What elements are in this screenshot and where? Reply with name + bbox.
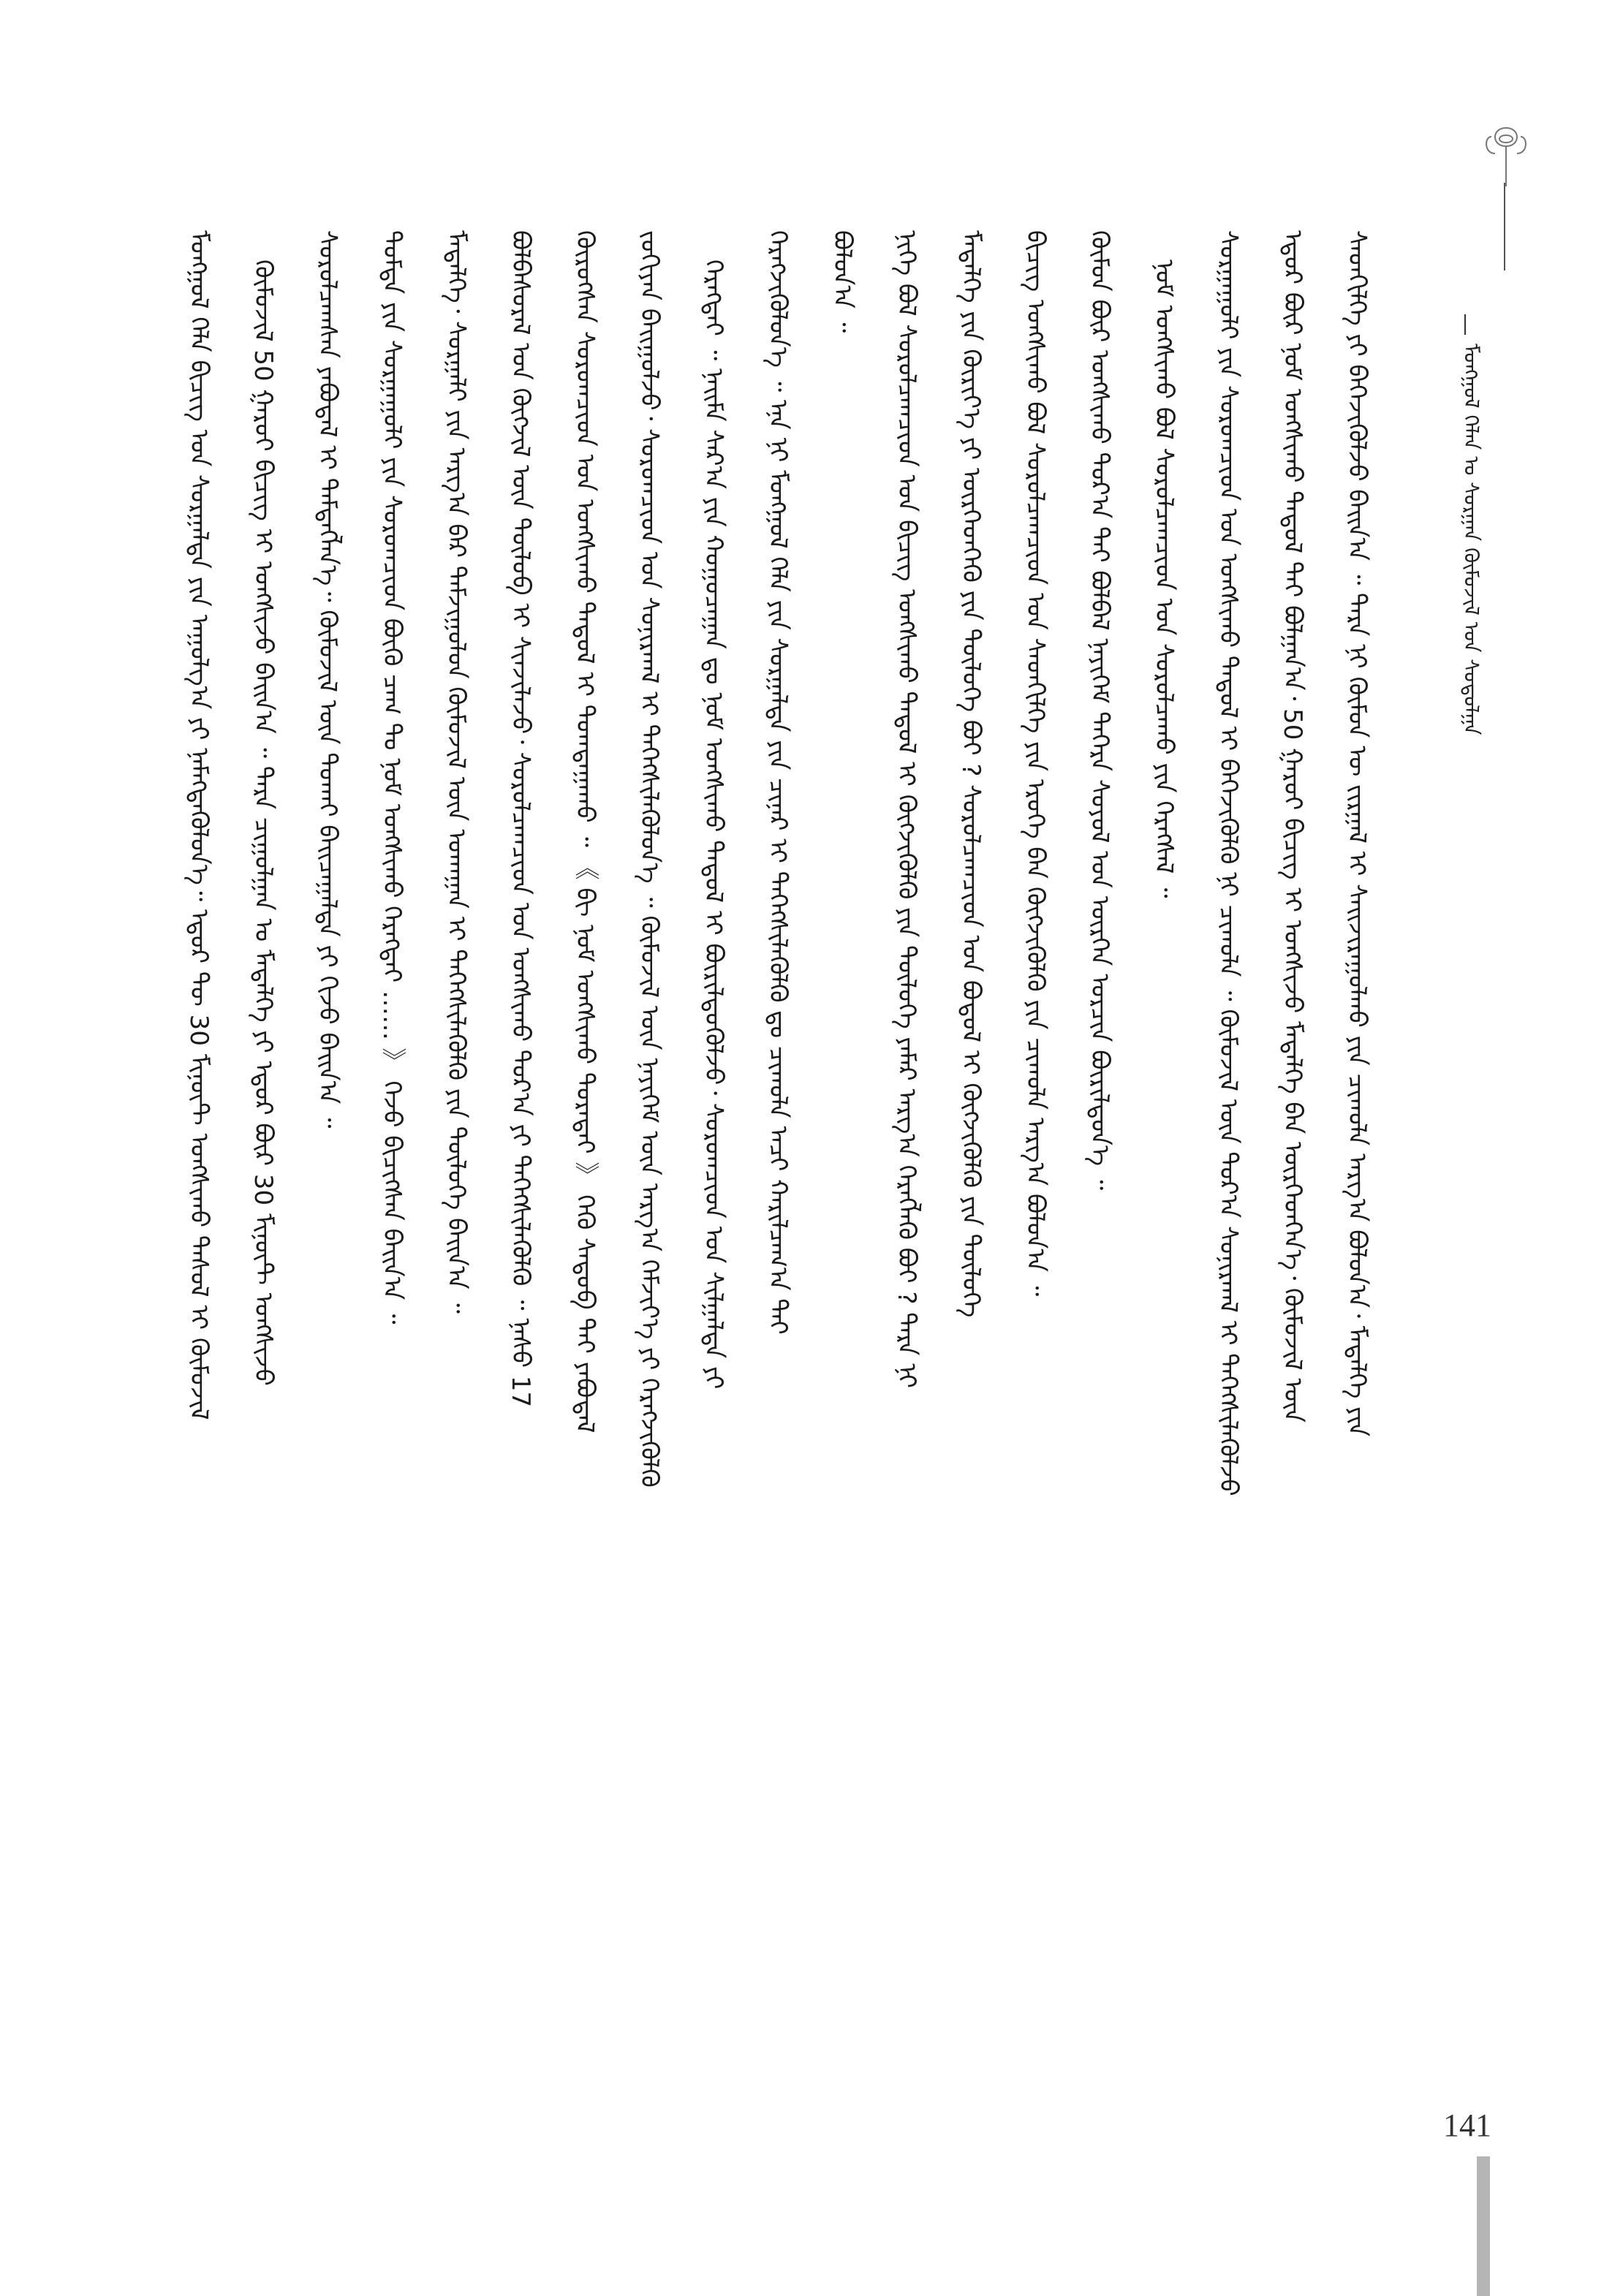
- text-column: ᠮᠡᠳᠡᠯᠭᠡ ᠶᠢᠨ ᠬᠦᠷᠢᠶ᠎ᠡ ᠶᠢ ᠥᠷᠭᠡᠳᠬᠡᠬᠦ ᠶᠢᠨ ᠲᠥᠯᠥᠭᠡ ᠪᠤᠢ ? ᠰᠤᠷᠤᠯᠴᠠᠭᠴᠢᠳ ᠤᠨ ᠪᠣᠳᠤᠯ ᠢ ᠬᠥᠭᠵᠢᠭᠦᠯᠬᠦ ᠶᠢᠨ ᠲᠥᠯᠥᠭᠡ: [956, 230, 985, 1318]
- text-column: ᠨᠢᠭᠡ ᠪᠣᠯ ᠰᠤᠷᠤᠯᠴᠠᠭᠴᠢᠳ ᠤᠨ ᠪᠢᠴᠢᠭ ᠤᠩᠰᠢᠬᠤ ᠳᠠᠳᠤᠯ ᠢ ᠬᠥᠭᠵᠢᠭᠦᠯᠬᠦ ᠶᠢᠨ ᠲᠥᠯᠥᠭᠡ ᠶᠠᠮᠠᠷ ᠠᠷᠭ᠎ᠠ ᠬᠡᠷᠡᠭᠯᠡᠬᠦ ᠪᠤᠢ ? ᠲᠡᠷᠡ ᠨᠢ: [892, 230, 921, 1389]
- text-column: ᠮᠡᠳᠡᠯᠭᠡ᠂ ᠰᠤᠷᠭᠠᠯᠢ ᠶᠢᠨ ᠠᠷᠭ᠎ᠠ ᠪᠠᠷ ᠳᠠᠮᠵᠢᠭᠤᠯᠤᠨ ᠬᠦᠮᠦᠵᠢᠯ ᠦᠨ ᠤᠬᠠᠭᠠᠨ ᠢ ᠳᠡᠭᠡᠭᠰᠢᠯᠡᠭᠦᠯᠬᠦ ᠶᠢᠨ ᠲᠥᠯᠥᠭᠡ ᠪᠠᠢᠨ᠎ᠠ ᠃: [442, 230, 471, 1314]
- text-column: ᠪᠤᠯᠪᠠᠰᠤᠷᠠᠯ ᠤᠨ ᠬᠥᠭᠵᠢᠯ ᠦᠨ ᠲᠥᠯᠥᠪ ᠢ ᠰᠢᠨᠵᠢᠯᠡᠵᠦ᠂ ᠰᠤᠷᠤᠯᠴᠠᠭᠴᠢᠳ ᠤᠨ ᠤᠩᠰᠢᠬᠤ ᠳᠤᠷ᠎ᠠ ᠶᠢ ᠳᠡᠭᠡᠭᠰᠢᠯᠡᠭᠦᠯᠬᠦ ᠃ ᠨᠠᠰᠤ 17: [506, 230, 535, 1408]
- text-column: ᠬᠦᠮᠦᠨ ᠪᠦᠷ ᠤᠩᠰᠢᠬᠤ ᠳᠤᠷ᠎ᠠ ᠲᠠᠢ ᠪᠣᠯᠪᠠᠯ ᠨᠡᠶᠢᠭᠡᠮ ᠳᠡᠭᠡᠷᠡ ᠰᠣᠶᠣᠯ ᠤᠨ ᠥᠷᠭᠡᠨ ᠤᠷᠴᠢᠨ ᠪᠦᠷᠢᠯᠳᠦᠨ᠎ᠡ ᠃: [1085, 230, 1114, 1191]
- text-column: ᠬᠦᠮᠦᠵᠢᠯ 50 ᠭᠠᠷᠤᠢ ᠪᠢᠴᠢᠭ ᠢ ᠤᠩᠰᠢᠵᠤ ᠪᠠᠢᠨ᠎ᠠ ᠃ ᠲᠡᠷᠡ ᠴᠢᠭᠤᠯᠭᠠᠨ ᠤ ᠮᠡᠳᠡᠯᠭᠡ ᠶᠢ ᠡᠳᠦᠷ ᠪᠦᠷ 30 ᠮᠢᠨᠦ᠋ᠲ ᠤᠩᠰᠢᠵᠤ: [249, 259, 278, 1386]
- running-header: ᠮᠣᠩᠭᠣᠯ ᠬᠡᠯᠡᠨ ᠤ ᠰᠤᠷᠭᠠᠨ ᠬᠦᠮᠦᠵᠢᠯ ᠤᠨ ᠰᠤᠳᠤᠯᠭᠠ: [1459, 344, 1483, 735]
- text-column: ᠪᠣᠯᠣᠨ᠎ᠠ ᠃: [828, 230, 857, 333]
- header-dash: [1464, 314, 1466, 335]
- page-edge-tab: [1477, 2156, 1490, 2296]
- text-column: ᠪᠢᠴᠢᠭ ᠤᠩᠰᠢᠬᠤ ᠪᠣᠯ ᠰᠤᠷᠤᠯᠴᠠᠭᠴᠢᠳ ᠤᠨ ᠰᠡᠳᠬᠢᠯᠭᠡ ᠶᠢᠨ ᠡᠷᠦᠬᠡ ᠪᠡᠨ ᠬᠥᠭᠵᠢᠭᠦᠯᠬᠦ ᠶᠢᠨ ᠴᠢᠬᠤᠯᠠ ᠠᠷᠭ᠎ᠠ ᠪᠣᠯᠤᠨ᠎ᠠ ᠃: [1021, 230, 1050, 1297]
- text-column: ᠰᠡᠳᠬᠢᠯᠭᠡ ᠶᠢ ᠪᠡᠬᠡᠵᠢᠭᠦᠯᠵᠦ ᠪᠠᠢᠨ᠎ᠠ ᠃ ᠲᠡᠷᠡ ᠨᠢ ᠬᠦᠮᠦᠨ ᠦ ᠵᠢᠷᠭᠠᠯ ᠢ ᠰᠠᠢᠵᠢᠷᠠᠭᠤᠯᠬᠤ ᠶᠢᠨ ᠴᠢᠬᠤᠯᠠ ᠠᠷᠭ᠎ᠠ ᠪᠣᠯᠤᠨ᠎ᠠ᠂ ᠮᠡᠳᠡᠯᠭᠡ ᠶᠢᠨ: [1342, 230, 1372, 1437]
- text-column: ᠬᠡᠷᠡᠭᠲᠡᠢ ᠃ ᠨᠠᠢᠮᠠ ᠰᠠᠷ᠎ᠠ ᠶᠢᠨ ᠬᠤᠭᠤᠴᠠᠭᠠᠨ ᠳᠤ ᠨᠣᠮ ᠤᠩᠰᠢᠬᠤ ᠳᠠᠳᠤᠯ ᠢ ᠪᠦᠷᠢᠯᠳᠦᠭᠦᠯᠵᠦ᠂ ᠰᠤᠷᠤᠭᠴᠢᠳ ᠤᠨ ᠰᠢᠯᠭᠠᠯᠲᠠ ᠶᠢ: [699, 259, 728, 1390]
- text-column: ᠬᠦᠷᠦᠭᠰᠡᠨ ᠰᠤᠷᠤᠭᠴᠢᠳ ᠤᠨ ᠤᠩᠰᠢᠬᠤ ᠳᠠᠳᠤᠯ ᠢ ᠲᠤᠭᠲᠠᠭᠠᠬᠤ ᠃ 《 ᠪᠢ ᠨᠣᠮ ᠤᠩᠰᠢᠬᠤ ᠳᠤᠷᠠᠲᠠᠢ 》 ᠭᠡᠬᠦ ᠰᠡᠳᠦᠪ ᠲᠡᠢ ᠶᠠᠪᠤᠳᠠᠯ: [570, 230, 599, 1433]
- text-column: ᠵᠣᠬᠢᠶᠠᠨ ᠪᠠᠢᠭᠤᠯᠵᠤ᠂ ᠰᠤᠷᠤᠭᠴᠢᠳ ᠤᠨ ᠰᠤᠨᠢᠷᠬᠠᠯ ᠢ ᠳᠡᠭᠡᠭᠰᠢᠯᠡᠭᠦᠯᠦᠨ᠎ᠡ ᠃ ᠬᠦᠮᠦᠵᠢᠯ ᠦᠨ ᠨᠡᠶᠢᠭᠡᠮ ᠦᠨ ᠠᠷᠭ᠎ᠠ ᠬᠡᠮᠵᠢᠶ᠎ᠡ ᠶᠢ ᠬᠡᠷᠡᠭᠵᠢᠭᠦᠯᠬᠦ: [635, 230, 664, 1488]
- text-column: ᠨᠣᠮ ᠤᠩᠰᠢᠬᠤ ᠪᠣᠯ ᠰᠤᠷᠤᠯᠴᠠᠭᠴᠢᠳ ᠤᠨ ᠰᠤᠷᠤᠯᠴᠠᠬᠤ ᠶᠢᠨ ᠬᠡᠷᠡᠭᠰᠡᠯ ᠃: [1149, 259, 1179, 898]
- text-column: ᠬᠡᠷᠡᠭᠵᠢᠭᠦᠯᠦᠨ᠎ᠡ ᠃ ᠡᠨᠡ ᠨᠢ ᠮᠤᠩᠭᠤᠯ ᠬᠡᠯᠡ ᠶᠢᠨ ᠰᠤᠷᠭᠠᠯᠲᠠ ᠶᠢᠨ ᠴᠢᠨᠠᠷ ᠢ ᠳᠡᠭᠡᠭᠰᠢᠯᠡᠭᠦᠯᠬᠦ ᠳᠤ ᠴᠢᠬᠤᠯᠠ ᠠᠴᠢ ᠬᠠᠷᠢᠯᠴᠠᠭ᠎ᠠ ᠲᠠᠢ: [763, 230, 792, 1335]
- text-column: ᠡᠳᠦᠷ ᠪᠦᠷ ᠨᠣᠮ ᠤᠩᠰᠢᠬᠤ ᠳᠠᠳᠤᠯ ᠲᠠᠢ ᠪᠣᠯᠭᠠᠨ᠎ᠠ᠂ 50 ᠭᠠᠷᠤᠢ ᠪᠢᠴᠢᠭ ᠢ ᠤᠩᠰᠢᠵᠤ ᠮᠡᠳᠡᠯᠭᠡ ᠪᠠᠨ ᠥᠷᠭᠡᠳᠬᠡᠨ᠎ᠡ᠂ ᠬᠦᠮᠦᠵᠢᠯ ᠦᠨ: [1278, 230, 1307, 1423]
- page-number: 141: [1443, 2107, 1491, 2143]
- text-column: ᠰᠤᠷᠤᠯᠴᠠᠭᠰᠠᠨ ᠶᠠᠪᠤᠳᠠᠯ ᠢ ᠲᠡᠮᠳᠡᠭᠯᠡᠨ᠎ᠡ᠃ ᠬᠦᠮᠦᠵᠢᠯ ᠦᠨ ᠲᠤᠬᠠᠢ ᠪᠠᠢᠴᠠᠭᠠᠯᠲᠠ ᠶᠢ ᠬᠢᠵᠦ ᠪᠠᠢᠨ᠎ᠠ ᠃: [313, 230, 342, 1129]
- text-column: ᠳᠤᠮᠳᠠ ᠶᠢᠨ ᠰᠤᠷᠭᠠᠭᠤᠯᠢ ᠶᠢᠨ ᠰᠤᠷᠤᠭᠴᠢᠳ ᠪᠦᠬᠦ ᠴᠠᠭ ᠲᠤ ᠨᠣᠮ ᠤᠩᠰᠢᠬᠤ ᠬᠡᠷᠡᠭᠲᠡᠢ …… 》 ᠭᠡᠵᠦ ᠪᠢᠴᠢᠭᠰᠡᠨ ᠪᠠᠢᠨ᠎ᠠ ᠃: [377, 230, 406, 1325]
- body-text: [183, 230, 1426, 2058]
- ornament-icon: [1484, 121, 1528, 186]
- header-rule: [1504, 183, 1505, 270]
- text-column: ᠮᠤᠩᠭᠤᠯ ᠬᠡᠯᠡ ᠪᠢᠴᠢᠭ ᠤᠨ ᠰᠤᠷᠭᠠᠯᠲᠠ ᠶᠢᠨ ᠠᠭᠤᠯᠭ᠎ᠠ ᠶᠢ ᠨᠡᠮᠡᠭᠳᠡᠭᠦᠯᠦᠨ᠎ᠡ᠃ ᠡᠳᠦᠷ ᠲᠦ 30 ᠮᠢᠨᠦ᠋ᠲ ᠤᠩᠰᠢᠬᠤ ᠳᠠᠰᠤᠯ ᠢ ᠬᠦᠮᠦᠵᠢᠯ: [184, 230, 213, 1420]
- text-column: ᠰᠤᠷᠭᠠᠭᠤᠯᠢ ᠶᠢᠨ ᠰᠤᠷᠤᠭᠴᠢᠳ ᠤᠨ ᠤᠩᠰᠢᠬᠤ ᠳᠠᠳᠤᠯ ᠢ ᠪᠡᠬᠡᠵᠢᠭᠦᠯᠬᠦ ᠨᠢ ᠴᠢᠬᠤᠯᠠ ᠃ ᠬᠦᠮᠦᠵᠢᠯ ᠦᠨ ᠳᠤᠷ᠎ᠠ ᠰᠣᠨᠢᠷᠬᠠᠯ ᠢ ᠳᠡᠭᠡᠭᠰᠢᠯᠡᠭᠦᠯᠵᠦ: [1214, 230, 1243, 1496]
